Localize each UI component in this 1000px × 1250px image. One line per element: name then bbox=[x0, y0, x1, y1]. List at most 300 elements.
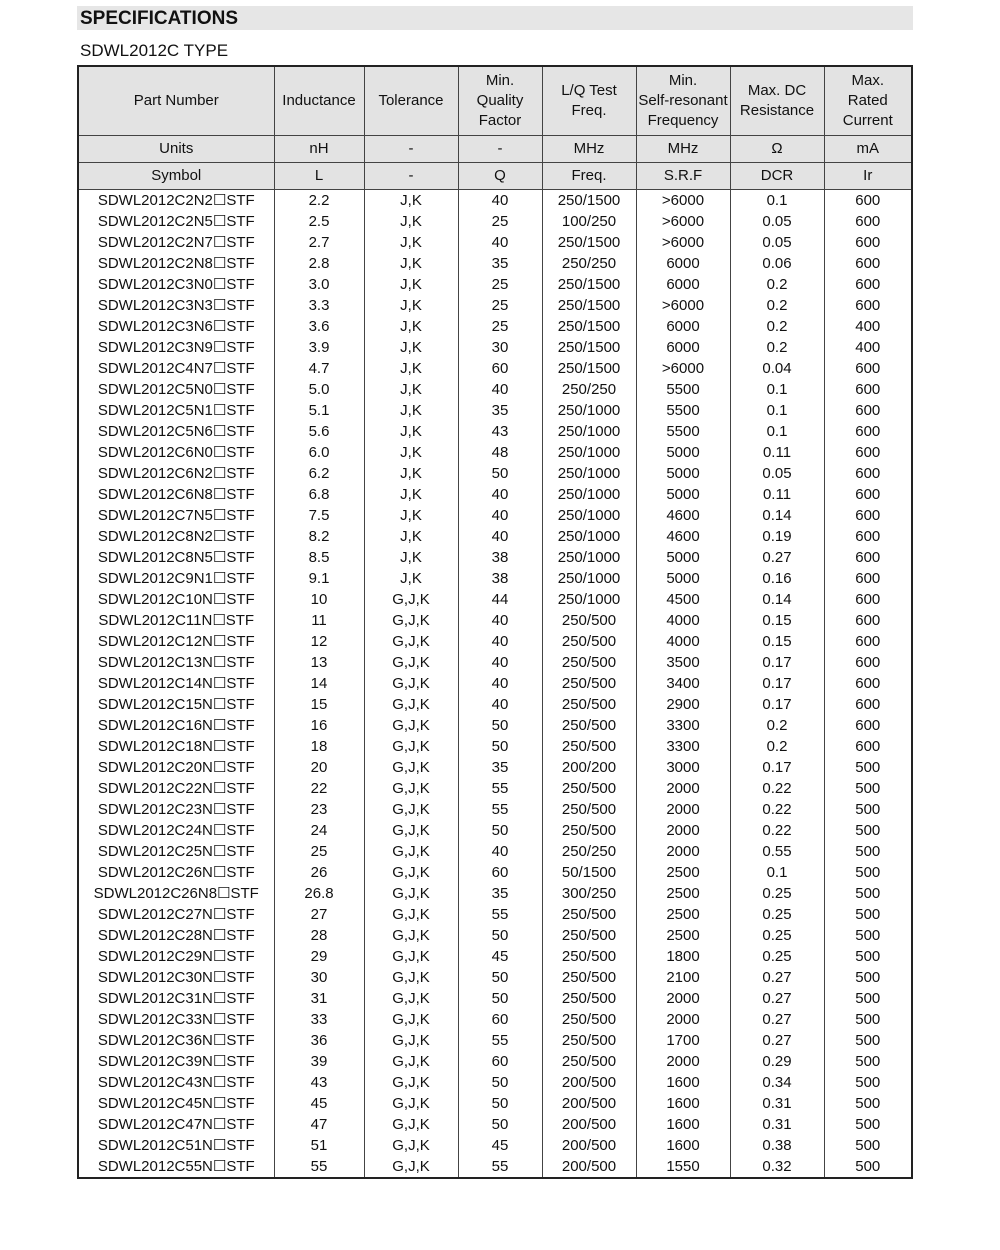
cell-rated-current: 600 bbox=[824, 652, 912, 673]
cell-part-number: SDWL2012C45N☐STF bbox=[78, 1093, 274, 1114]
table-row bbox=[78, 631, 912, 652]
cell-inductance: 29 bbox=[274, 946, 364, 967]
cell-tolerance: G,J,K bbox=[364, 778, 458, 799]
cell-inductance: 27 bbox=[274, 904, 364, 925]
cell-tolerance: J,K bbox=[364, 400, 458, 421]
cell-part-number: SDWL2012C47N☐STF bbox=[78, 1114, 274, 1135]
table-body bbox=[78, 190, 912, 1179]
cell-part-number: SDWL2012C24N☐STF bbox=[78, 820, 274, 841]
cell-dc-resistance: 0.11 bbox=[730, 442, 824, 463]
table-row bbox=[78, 757, 912, 778]
cell-quality-factor: 38 bbox=[458, 568, 542, 589]
cell-tolerance: J,K bbox=[364, 547, 458, 568]
cell-rated-current: 500 bbox=[824, 778, 912, 799]
cell-tolerance: G,J,K bbox=[364, 1156, 458, 1178]
cell-inductance: 45 bbox=[274, 1093, 364, 1114]
cell-quality-factor: 50 bbox=[458, 736, 542, 757]
units-srf: MHz bbox=[636, 136, 730, 163]
cell-inductance: 15 bbox=[274, 694, 364, 715]
table-row bbox=[78, 673, 912, 694]
cell-inductance: 3.0 bbox=[274, 274, 364, 295]
cell-dc-resistance: 0.1 bbox=[730, 862, 824, 883]
cell-inductance: 6.8 bbox=[274, 484, 364, 505]
cell-tolerance: J,K bbox=[364, 316, 458, 337]
table-row bbox=[78, 295, 912, 316]
cell-srf: 4500 bbox=[636, 589, 730, 610]
cell-inductance: 5.0 bbox=[274, 379, 364, 400]
table-row bbox=[78, 1072, 912, 1093]
cell-inductance: 22 bbox=[274, 778, 364, 799]
table-row bbox=[78, 694, 912, 715]
cell-dc-resistance: 0.04 bbox=[730, 358, 824, 379]
cell-tolerance: G,J,K bbox=[364, 799, 458, 820]
cell-test-freq: 250/1000 bbox=[542, 421, 636, 442]
cell-rated-current: 500 bbox=[824, 820, 912, 841]
cell-rated-current: 600 bbox=[824, 421, 912, 442]
table-row bbox=[78, 337, 912, 358]
cell-dc-resistance: 0.2 bbox=[730, 316, 824, 337]
units-dc-resistance: Ω bbox=[730, 136, 824, 163]
cell-quality-factor: 40 bbox=[458, 841, 542, 862]
cell-srf: 4600 bbox=[636, 526, 730, 547]
cell-part-number: SDWL2012C8N5☐STF bbox=[78, 547, 274, 568]
cell-test-freq: 250/1000 bbox=[542, 589, 636, 610]
table-row bbox=[78, 253, 912, 274]
cell-dc-resistance: 0.11 bbox=[730, 484, 824, 505]
cell-dc-resistance: 0.34 bbox=[730, 1072, 824, 1093]
cell-rated-current: 600 bbox=[824, 463, 912, 484]
cell-rated-current: 600 bbox=[824, 190, 912, 212]
table-row bbox=[78, 484, 912, 505]
cell-tolerance: J,K bbox=[364, 232, 458, 253]
cell-dc-resistance: 0.2 bbox=[730, 295, 824, 316]
cell-quality-factor: 40 bbox=[458, 190, 542, 212]
cell-tolerance: G,J,K bbox=[364, 1114, 458, 1135]
cell-srf: 5000 bbox=[636, 568, 730, 589]
cell-quality-factor: 40 bbox=[458, 484, 542, 505]
table-row bbox=[78, 421, 912, 442]
symbols-row bbox=[78, 163, 912, 190]
cell-quality-factor: 60 bbox=[458, 358, 542, 379]
cell-tolerance: G,J,K bbox=[364, 610, 458, 631]
cell-srf: 4600 bbox=[636, 505, 730, 526]
cell-tolerance: G,J,K bbox=[364, 1093, 458, 1114]
cell-quality-factor: 40 bbox=[458, 652, 542, 673]
cell-srf: 1550 bbox=[636, 1156, 730, 1178]
table-row bbox=[78, 1030, 912, 1051]
cell-inductance: 6.0 bbox=[274, 442, 364, 463]
subtitle: SDWL2012C TYPE bbox=[80, 41, 229, 60]
cell-inductance: 33 bbox=[274, 1009, 364, 1030]
table-row bbox=[78, 778, 912, 799]
cell-dc-resistance: 0.22 bbox=[730, 820, 824, 841]
cell-part-number: SDWL2012C23N☐STF bbox=[78, 799, 274, 820]
cell-part-number: SDWL2012C11N☐STF bbox=[78, 610, 274, 631]
cell-quality-factor: 50 bbox=[458, 463, 542, 484]
cell-test-freq: 250/1500 bbox=[542, 190, 636, 212]
cell-quality-factor: 55 bbox=[458, 904, 542, 925]
cell-dc-resistance: 0.55 bbox=[730, 841, 824, 862]
header-part-number: Part Number bbox=[78, 66, 274, 136]
table-row bbox=[78, 736, 912, 757]
cell-test-freq: 250/500 bbox=[542, 1030, 636, 1051]
cell-inductance: 9.1 bbox=[274, 568, 364, 589]
cell-inductance: 16 bbox=[274, 715, 364, 736]
cell-part-number: SDWL2012C2N7☐STF bbox=[78, 232, 274, 253]
cell-quality-factor: 40 bbox=[458, 694, 542, 715]
cell-rated-current: 600 bbox=[824, 379, 912, 400]
cell-dc-resistance: 0.06 bbox=[730, 253, 824, 274]
cell-srf: 3400 bbox=[636, 673, 730, 694]
cell-inductance: 2.8 bbox=[274, 253, 364, 274]
cell-inductance: 18 bbox=[274, 736, 364, 757]
cell-quality-factor: 38 bbox=[458, 547, 542, 568]
cell-part-number: SDWL2012C2N2☐STF bbox=[78, 190, 274, 212]
cell-srf: 5000 bbox=[636, 484, 730, 505]
table-row bbox=[78, 988, 912, 1009]
table-row bbox=[78, 316, 912, 337]
cell-test-freq: 200/500 bbox=[542, 1135, 636, 1156]
cell-rated-current: 600 bbox=[824, 232, 912, 253]
cell-dc-resistance: 0.31 bbox=[730, 1114, 824, 1135]
cell-rated-current: 500 bbox=[824, 883, 912, 904]
cell-part-number: SDWL2012C28N☐STF bbox=[78, 925, 274, 946]
cell-quality-factor: 35 bbox=[458, 757, 542, 778]
units-test-freq: MHz bbox=[542, 136, 636, 163]
cell-rated-current: 500 bbox=[824, 1135, 912, 1156]
cell-test-freq: 300/250 bbox=[542, 883, 636, 904]
cell-srf: >6000 bbox=[636, 358, 730, 379]
cell-inductance: 36 bbox=[274, 1030, 364, 1051]
cell-tolerance: G,J,K bbox=[364, 904, 458, 925]
cell-inductance: 26 bbox=[274, 862, 364, 883]
cell-srf: 2000 bbox=[636, 778, 730, 799]
cell-part-number: SDWL2012C6N0☐STF bbox=[78, 442, 274, 463]
cell-rated-current: 600 bbox=[824, 715, 912, 736]
cell-srf: >6000 bbox=[636, 232, 730, 253]
cell-tolerance: J,K bbox=[364, 211, 458, 232]
cell-quality-factor: 25 bbox=[458, 211, 542, 232]
cell-part-number: SDWL2012C3N3☐STF bbox=[78, 295, 274, 316]
cell-rated-current: 500 bbox=[824, 988, 912, 1009]
cell-quality-factor: 48 bbox=[458, 442, 542, 463]
cell-test-freq: 250/500 bbox=[542, 778, 636, 799]
cell-rated-current: 500 bbox=[824, 946, 912, 967]
table-row bbox=[78, 1051, 912, 1072]
cell-part-number: SDWL2012C13N☐STF bbox=[78, 652, 274, 673]
units-quality-factor: - bbox=[458, 136, 542, 163]
cell-part-number: SDWL2012C51N☐STF bbox=[78, 1135, 274, 1156]
cell-dc-resistance: 0.25 bbox=[730, 925, 824, 946]
cell-srf: 5500 bbox=[636, 421, 730, 442]
symbol-rated-current: Ir bbox=[824, 163, 912, 190]
cell-tolerance: G,J,K bbox=[364, 820, 458, 841]
cell-srf: 5500 bbox=[636, 379, 730, 400]
cell-tolerance: G,J,K bbox=[364, 673, 458, 694]
table-row bbox=[78, 946, 912, 967]
cell-tolerance: G,J,K bbox=[364, 967, 458, 988]
cell-tolerance: G,J,K bbox=[364, 631, 458, 652]
cell-rated-current: 600 bbox=[824, 526, 912, 547]
cell-tolerance: J,K bbox=[364, 526, 458, 547]
cell-srf: >6000 bbox=[636, 190, 730, 212]
units-inductance: nH bbox=[274, 136, 364, 163]
cell-srf: 4000 bbox=[636, 610, 730, 631]
cell-tolerance: J,K bbox=[364, 337, 458, 358]
cell-part-number: SDWL2012C55N☐STF bbox=[78, 1156, 274, 1178]
cell-rated-current: 500 bbox=[824, 1030, 912, 1051]
cell-part-number: SDWL2012C25N☐STF bbox=[78, 841, 274, 862]
specifications-table bbox=[77, 65, 913, 1179]
cell-part-number: SDWL2012C5N1☐STF bbox=[78, 400, 274, 421]
cell-quality-factor: 50 bbox=[458, 967, 542, 988]
cell-rated-current: 500 bbox=[824, 1093, 912, 1114]
cell-srf: 1700 bbox=[636, 1030, 730, 1051]
cell-test-freq: 250/250 bbox=[542, 253, 636, 274]
table-row bbox=[78, 841, 912, 862]
cell-srf: 5500 bbox=[636, 400, 730, 421]
cell-part-number: SDWL2012C29N☐STF bbox=[78, 946, 274, 967]
cell-rated-current: 400 bbox=[824, 316, 912, 337]
cell-quality-factor: 50 bbox=[458, 1093, 542, 1114]
cell-quality-factor: 40 bbox=[458, 526, 542, 547]
header-dc-resistance: Max. DC Resistance bbox=[730, 66, 824, 136]
cell-rated-current: 600 bbox=[824, 547, 912, 568]
cell-dc-resistance: 0.38 bbox=[730, 1135, 824, 1156]
cell-part-number: SDWL2012C16N☐STF bbox=[78, 715, 274, 736]
cell-part-number: SDWL2012C36N☐STF bbox=[78, 1030, 274, 1051]
cell-tolerance: G,J,K bbox=[364, 757, 458, 778]
cell-quality-factor: 40 bbox=[458, 379, 542, 400]
table-row bbox=[78, 820, 912, 841]
table-row bbox=[78, 568, 912, 589]
cell-test-freq: 250/1000 bbox=[542, 484, 636, 505]
cell-rated-current: 500 bbox=[824, 1156, 912, 1178]
cell-quality-factor: 50 bbox=[458, 820, 542, 841]
cell-inductance: 3.3 bbox=[274, 295, 364, 316]
symbol-srf: S.R.F bbox=[636, 163, 730, 190]
cell-rated-current: 600 bbox=[824, 673, 912, 694]
cell-tolerance: G,J,K bbox=[364, 1030, 458, 1051]
table-row bbox=[78, 1156, 912, 1178]
cell-srf: 1600 bbox=[636, 1135, 730, 1156]
cell-dc-resistance: 0.27 bbox=[730, 547, 824, 568]
cell-test-freq: 50/1500 bbox=[542, 862, 636, 883]
header-test-freq: L/Q Test Freq. bbox=[542, 66, 636, 136]
cell-part-number: SDWL2012C7N5☐STF bbox=[78, 505, 274, 526]
cell-test-freq: 250/250 bbox=[542, 841, 636, 862]
symbol-inductance: L bbox=[274, 163, 364, 190]
cell-srf: 3000 bbox=[636, 757, 730, 778]
cell-part-number: SDWL2012C8N2☐STF bbox=[78, 526, 274, 547]
symbol-dc-resistance: DCR bbox=[730, 163, 824, 190]
cell-part-number: SDWL2012C2N8☐STF bbox=[78, 253, 274, 274]
cell-srf: 3300 bbox=[636, 715, 730, 736]
cell-inductance: 20 bbox=[274, 757, 364, 778]
cell-dc-resistance: 0.05 bbox=[730, 211, 824, 232]
cell-rated-current: 500 bbox=[824, 925, 912, 946]
cell-test-freq: 250/500 bbox=[542, 610, 636, 631]
cell-test-freq: 250/1000 bbox=[542, 568, 636, 589]
cell-srf: 6000 bbox=[636, 274, 730, 295]
table-row bbox=[78, 715, 912, 736]
cell-inductance: 2.7 bbox=[274, 232, 364, 253]
cell-dc-resistance: 0.15 bbox=[730, 610, 824, 631]
cell-inductance: 24 bbox=[274, 820, 364, 841]
cell-quality-factor: 60 bbox=[458, 1051, 542, 1072]
cell-inductance: 2.2 bbox=[274, 190, 364, 212]
cell-test-freq: 100/250 bbox=[542, 211, 636, 232]
cell-tolerance: G,J,K bbox=[364, 1009, 458, 1030]
cell-srf: 2500 bbox=[636, 925, 730, 946]
cell-dc-resistance: 0.19 bbox=[730, 526, 824, 547]
cell-srf: 6000 bbox=[636, 316, 730, 337]
cell-test-freq: 250/500 bbox=[542, 799, 636, 820]
cell-dc-resistance: 0.1 bbox=[730, 379, 824, 400]
cell-dc-resistance: 0.14 bbox=[730, 505, 824, 526]
symbol-tolerance: - bbox=[364, 163, 458, 190]
cell-rated-current: 600 bbox=[824, 253, 912, 274]
cell-srf: 2500 bbox=[636, 904, 730, 925]
cell-tolerance: J,K bbox=[364, 190, 458, 212]
cell-tolerance: J,K bbox=[364, 421, 458, 442]
cell-quality-factor: 50 bbox=[458, 988, 542, 1009]
cell-test-freq: 250/1500 bbox=[542, 295, 636, 316]
table-row bbox=[78, 400, 912, 421]
cell-dc-resistance: 0.22 bbox=[730, 778, 824, 799]
symbol-part-number: Symbol bbox=[78, 163, 274, 190]
cell-dc-resistance: 0.17 bbox=[730, 673, 824, 694]
cell-inductance: 8.2 bbox=[274, 526, 364, 547]
cell-dc-resistance: 0.1 bbox=[730, 421, 824, 442]
cell-inductance: 55 bbox=[274, 1156, 364, 1178]
cell-quality-factor: 50 bbox=[458, 1072, 542, 1093]
cell-srf: 2900 bbox=[636, 694, 730, 715]
table-row bbox=[78, 883, 912, 904]
cell-part-number: SDWL2012C10N☐STF bbox=[78, 589, 274, 610]
cell-part-number: SDWL2012C3N6☐STF bbox=[78, 316, 274, 337]
cell-inductance: 13 bbox=[274, 652, 364, 673]
cell-quality-factor: 55 bbox=[458, 1030, 542, 1051]
cell-quality-factor: 45 bbox=[458, 1135, 542, 1156]
cell-srf: 1600 bbox=[636, 1072, 730, 1093]
cell-tolerance: G,J,K bbox=[364, 694, 458, 715]
table-row bbox=[78, 589, 912, 610]
cell-srf: 2000 bbox=[636, 988, 730, 1009]
cell-part-number: SDWL2012C2N5☐STF bbox=[78, 211, 274, 232]
cell-part-number: SDWL2012C3N9☐STF bbox=[78, 337, 274, 358]
cell-part-number: SDWL2012C30N☐STF bbox=[78, 967, 274, 988]
cell-rated-current: 600 bbox=[824, 589, 912, 610]
cell-srf: 5000 bbox=[636, 463, 730, 484]
cell-test-freq: 250/1000 bbox=[542, 400, 636, 421]
table-row bbox=[78, 652, 912, 673]
table-row bbox=[78, 1135, 912, 1156]
header-rated-current: Max. Rated Current bbox=[824, 66, 912, 136]
table-header bbox=[78, 66, 912, 190]
cell-rated-current: 600 bbox=[824, 211, 912, 232]
cell-tolerance: J,K bbox=[364, 379, 458, 400]
cell-srf: 2000 bbox=[636, 841, 730, 862]
cell-test-freq: 250/500 bbox=[542, 631, 636, 652]
cell-quality-factor: 30 bbox=[458, 337, 542, 358]
cell-tolerance: J,K bbox=[364, 568, 458, 589]
cell-tolerance: G,J,K bbox=[364, 589, 458, 610]
cell-test-freq: 250/500 bbox=[542, 694, 636, 715]
cell-inductance: 39 bbox=[274, 1051, 364, 1072]
cell-dc-resistance: 0.15 bbox=[730, 631, 824, 652]
cell-tolerance: G,J,K bbox=[364, 1051, 458, 1072]
cell-srf: 2000 bbox=[636, 799, 730, 820]
cell-rated-current: 600 bbox=[824, 274, 912, 295]
cell-quality-factor: 43 bbox=[458, 421, 542, 442]
cell-srf: 1600 bbox=[636, 1093, 730, 1114]
cell-srf: 2000 bbox=[636, 1009, 730, 1030]
cell-srf: 1800 bbox=[636, 946, 730, 967]
cell-inductance: 5.6 bbox=[274, 421, 364, 442]
cell-test-freq: 250/500 bbox=[542, 1051, 636, 1072]
table-row bbox=[78, 274, 912, 295]
cell-quality-factor: 55 bbox=[458, 799, 542, 820]
cell-rated-current: 500 bbox=[824, 1009, 912, 1030]
cell-inductance: 5.1 bbox=[274, 400, 364, 421]
table-row bbox=[78, 610, 912, 631]
table-row bbox=[78, 904, 912, 925]
cell-part-number: SDWL2012C27N☐STF bbox=[78, 904, 274, 925]
cell-part-number: SDWL2012C26N☐STF bbox=[78, 862, 274, 883]
cell-inductance: 8.5 bbox=[274, 547, 364, 568]
cell-tolerance: J,K bbox=[364, 295, 458, 316]
cell-dc-resistance: 0.27 bbox=[730, 988, 824, 1009]
cell-quality-factor: 25 bbox=[458, 316, 542, 337]
cell-test-freq: 250/500 bbox=[542, 925, 636, 946]
cell-inductance: 12 bbox=[274, 631, 364, 652]
cell-inductance: 25 bbox=[274, 841, 364, 862]
cell-dc-resistance: 0.31 bbox=[730, 1093, 824, 1114]
cell-dc-resistance: 0.27 bbox=[730, 1030, 824, 1051]
cell-dc-resistance: 0.05 bbox=[730, 232, 824, 253]
cell-part-number: SDWL2012C26N8☐STF bbox=[78, 883, 274, 904]
cell-quality-factor: 40 bbox=[458, 505, 542, 526]
cell-dc-resistance: 0.14 bbox=[730, 589, 824, 610]
cell-part-number: SDWL2012C31N☐STF bbox=[78, 988, 274, 1009]
table-row bbox=[78, 232, 912, 253]
cell-srf: 2500 bbox=[636, 883, 730, 904]
cell-quality-factor: 55 bbox=[458, 778, 542, 799]
table-row bbox=[78, 379, 912, 400]
cell-part-number: SDWL2012C12N☐STF bbox=[78, 631, 274, 652]
cell-part-number: SDWL2012C33N☐STF bbox=[78, 1009, 274, 1030]
table-row bbox=[78, 547, 912, 568]
cell-test-freq: 250/1500 bbox=[542, 337, 636, 358]
table-row bbox=[78, 1093, 912, 1114]
cell-tolerance: J,K bbox=[364, 358, 458, 379]
cell-srf: 2100 bbox=[636, 967, 730, 988]
cell-dc-resistance: 0.2 bbox=[730, 274, 824, 295]
cell-test-freq: 250/500 bbox=[542, 736, 636, 757]
cell-dc-resistance: 0.27 bbox=[730, 1009, 824, 1030]
cell-srf: 4000 bbox=[636, 631, 730, 652]
cell-part-number: SDWL2012C6N8☐STF bbox=[78, 484, 274, 505]
cell-inductance: 4.7 bbox=[274, 358, 364, 379]
cell-inductance: 47 bbox=[274, 1114, 364, 1135]
cell-tolerance: G,J,K bbox=[364, 1135, 458, 1156]
cell-quality-factor: 40 bbox=[458, 232, 542, 253]
units-part-number: Units bbox=[78, 136, 274, 163]
cell-srf: 1600 bbox=[636, 1114, 730, 1135]
cell-rated-current: 600 bbox=[824, 400, 912, 421]
cell-dc-resistance: 0.2 bbox=[730, 736, 824, 757]
